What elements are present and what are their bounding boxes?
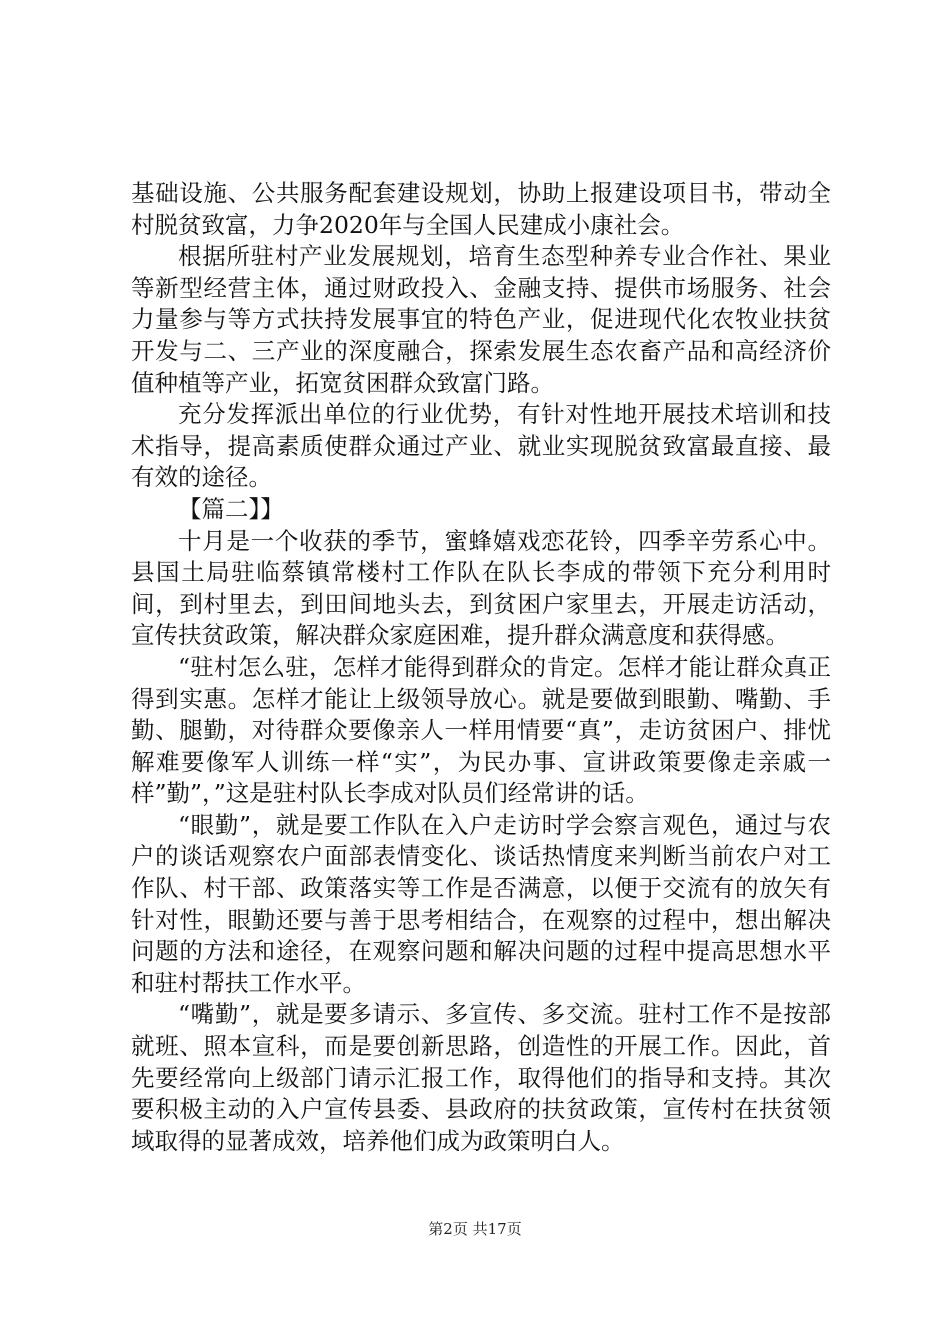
page-number-footer: 第2页 共17页 — [428, 1220, 522, 1238]
paragraph-6: “眼勤”，就是要工作队在入户走访时学会察言观色，通过与农户的谈话观察农户面部表情变化、谈话热情度来判断当前农户对工作队、村干部、政策落实等工作是否满意，以便于交流有的放矢有针对性，眼勤还要与善于思考相结合，在观察的过程中，想出解决问题的方法和途径，在观察问题和解决问题的过程中提高思想水平和驻村帮扶工作水平。 — [131, 810, 831, 997]
paragraph-7: “嘴勤”，就是要多请示、多宣传、多交流。驻村工作不是按部就班、照本宣科，而是要创新思路，创造性的开展工作。因此，首先要经常向上级部门请示汇报工作，取得他们的指导和支持。其次要积极主动的入户宣传县委、县政府的扶贫政策，宣传村在扶贫领域取得的显著成效，培养他们成为政策明白人。 — [131, 1000, 831, 1155]
paragraph-2: 根据所驻村产业发展规划，培育生态型种养专业合作社、果业等新型经营主体，通过财政投入、金融支持、提供市场服务、社会力量参与等方式扶持发展事宜的特色产业，促进现代化农牧业扶贫开发与二、三产业的深度融合，探索发展生态农畜产品和高经济价值种植等产业，拓宽贫困群众致富门路。 — [131, 242, 831, 397]
paragraph-4: 十月是一个收获的季节，蜜蜂嬉戏恋花铃，四季辛劳系心中。县国土局驻临蔡镇常楼村工作队在队长李成的带领下充分利用时间，到村里去，到田间地头去，到贫困户家里去，开展走访活动，宣传扶贫政策，解决群众家庭困难，提升群众满意度和获得感。 — [131, 526, 831, 650]
document-body — [131, 178, 831, 1157]
section-heading: 【篇二】】 — [178, 494, 284, 523]
paragraph-5: “驻村怎么驻，怎样才能得到群众的肯定。怎样才能让群众真正得到实惠。怎样才能让上级领导放心。就是要做到眼勤、嘴勤、手勤、腿勤，对待群众要像亲人一样用情要“真”，走访贫困户、排忧解难要像军人训练一样“实”，为民办事、宣讲政策要像走亲戚一样”勤”，”这是驻村队长李成对队员们经常讲的话。 — [131, 652, 831, 808]
paragraph-1: 基础设施、公共服务配套建设规划，协助上报建设项目书，带动全村脱贫致富，力争2020年与全国人民建成小康社会。 — [131, 179, 831, 239]
paragraph-3: 充分发挥派出单位的行业优势，有针对性地开展技术培训和技术指导，提高素质使群众通过产业、就业实现脱贫致富最直接、最有效的途径。 — [131, 400, 831, 492]
